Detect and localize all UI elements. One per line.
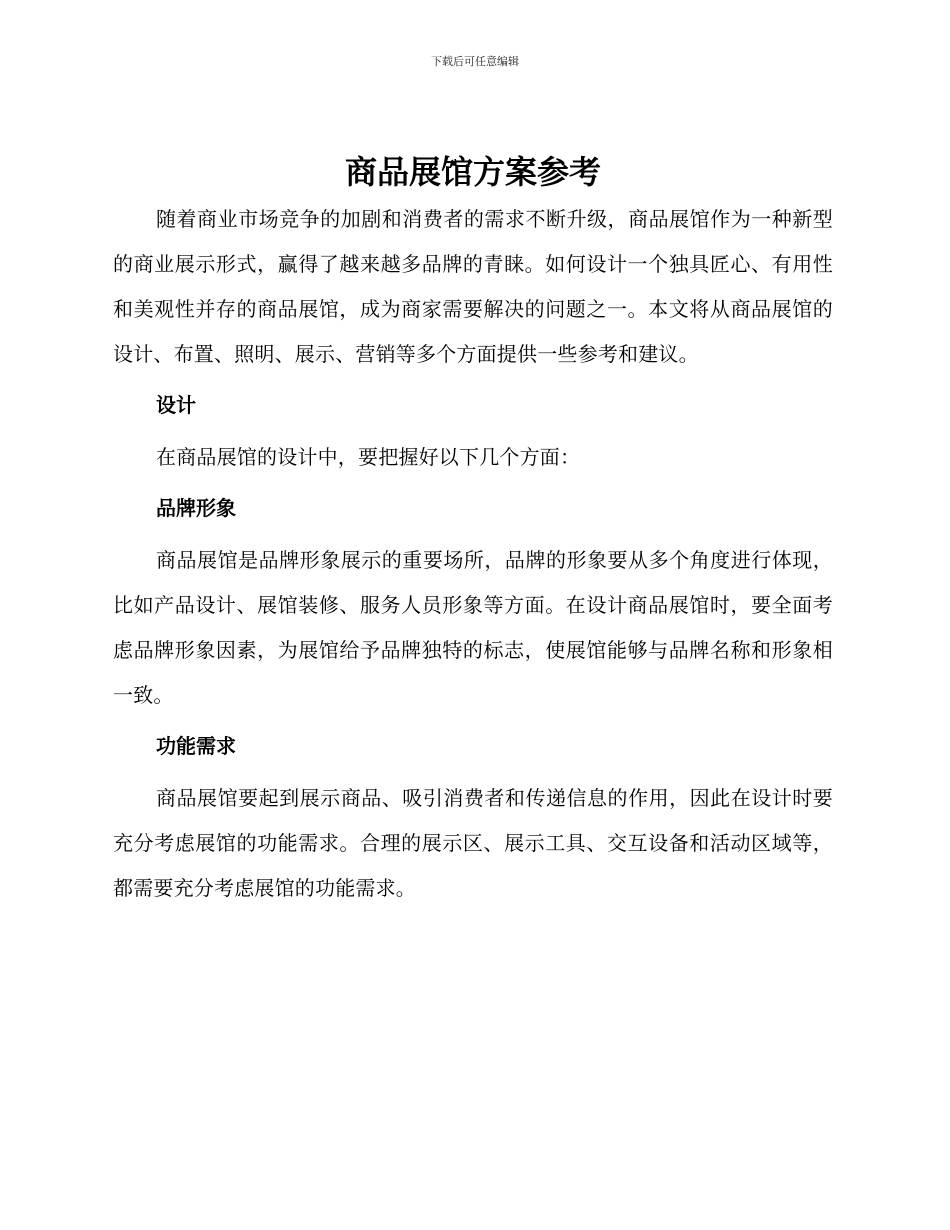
section-heading-brand: 品牌形象 xyxy=(156,496,236,520)
intro-paragraph: 随着商业市场竞争的加剧和消费者的需求不断升级，商品展馆作为一种新型的商业展示形式，赢得了越来越多品牌的青睐。如何设计一个独具匠心、有用性和美观性并存的商品展馆，成为商家需要解决的问题之一。本文将从商品展馆的设计、布置、照明、展示、营销等多个方面提供一些参考和建议。 xyxy=(113,207,833,366)
page-header-note: 下载后可任意编辑 xyxy=(431,55,519,68)
section-heading-function: 功能需求 xyxy=(156,734,236,758)
section-heading-design: 设计 xyxy=(156,393,196,417)
document-title: 商品展馆方案参考 xyxy=(344,153,601,191)
section-text-brand: 商品展馆是品牌形象展示的重要场所，品牌的形象要从多个角度进行体现，比如产品设计、展馆装修、服务人员形象等方面。在设计商品展馆时，要全面考虑品牌形象因素，为展馆给予品牌独特的标志，使展馆能够与品牌名称和形象相一致。 xyxy=(113,548,833,707)
document-body xyxy=(113,150,833,911)
section-text-design: 在商品展馆的设计中，要把握好以下几个方面： xyxy=(156,445,581,469)
section-text-function: 商品展馆要起到展示商品、吸引消费者和传递信息的作用，因此在设计时要充分考虑展馆的功能需求。合理的展示区、展示工具、交互设备和活动区域等，都需要充分考虑展馆的功能需求。 xyxy=(113,786,833,900)
